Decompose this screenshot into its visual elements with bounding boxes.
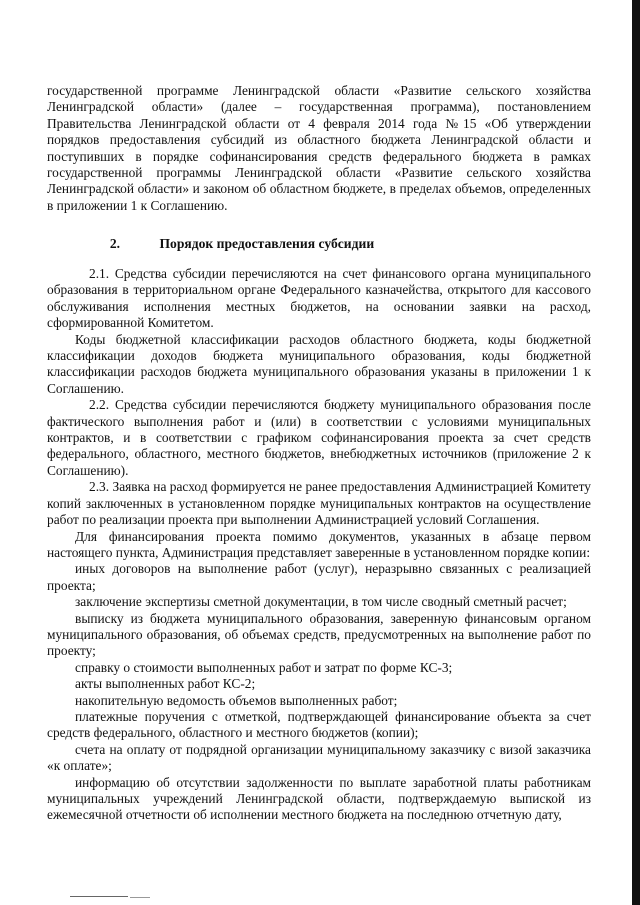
scan-mark-bottom-dots <box>130 897 150 898</box>
section-body <box>47 266 591 824</box>
list-item: накопительную ведомость объемов выполненных работ; <box>75 692 398 708</box>
list-item: платежные поручения с отметкой, подтверждающей финансирование объекта за счет средств федерального, областного и местного бюджетов (копии); <box>47 708 591 741</box>
paragraph-2-2: 2.2. Средства субсидии перечисляются бюджету муниципального образования после фактического выполнения работ и (или) в соответствии с условиями муниципальных контрактов, и в соответствии с графиком софинансирования проекта за счет средств федерального, областного, местного бюджетов, внебюджетных источников (приложение 2 к Соглашению). <box>47 397 591 478</box>
list-item: справку о стоимости выполненных работ и затрат по форме КС-3; <box>75 659 453 675</box>
intro-paragraph: государственной программе Ленинградской области «Развитие сельского хозяйства Ленинградской области» (далее – государственная программа), постановлением Правительства Ленинградской области от 4 февраля 2014 года №15 «Об утверждении порядков предоставления субсидий из областного бюджета Ленинградской области и поступивших в порядке софинансирования средств федерального бюджета в рамках государственной программы Ленинградской области «Развитие сельского хозяйства Ленинградской области» и законом об областном бюджете, в пределах объемов, определенных в приложении 1 к Соглашению. <box>47 83 591 213</box>
scan-edge-right <box>632 0 640 905</box>
list-item: информацию об отсутствии задолженности по выплате заработной платы работникам муниципальных учреждений Ленинградской области, подтверждаемую выпиской из ежемесячной отчетности об исполнении местного бюджета на последнюю отчетную дату, <box>47 774 591 823</box>
section-number: 2. <box>109 236 121 251</box>
list-item: счета на оплату от подрядной организации муниципальному заказчику с визой заказчика «к оплате»; <box>47 741 591 774</box>
list-item: акты выполненных работ КС-2; <box>75 676 256 692</box>
paragraph-2-1: 2.1. Средства субсидии перечисляются на счет финансового органа муниципального образования в территориальном органе Федерального казначейства, открытого для кассового обслуживания исполнения местных бюджетов, на основании заявки на расход, сформированной Комитетом. <box>47 266 591 331</box>
list-item: заключение экспертизы сметной документации, в том числе сводный сметный расчет; <box>75 594 567 610</box>
scan-mark-bottom <box>70 896 128 897</box>
paragraph-2-3: 2.3. Заявка на расход формируется не ранее предоставления Администрацией Комитету копий заключенных в установленном порядке муниципальных контрактов на осуществление работ по реализации проекта при выполнении Администрацией условий Соглашения. <box>47 479 591 528</box>
list-item: выписку из бюджета муниципального образования, заверенную финансовым органом муниципального образования, об объемах средств, предусмотренных на выполнение работ по проекту; <box>47 610 591 659</box>
intro-paragraph-block <box>47 83 591 214</box>
paragraph-financing-docs: Для финансирования проекта помимо документов, указанных в абзаце первом настоящего пункта, Администрация представляет заверенные в установленном порядке копии: <box>47 528 591 560</box>
paragraph-budget-codes: Коды бюджетной классификации расходов областного бюджета, коды бюджетной классификации доходов бюджета муниципального образования, коды бюджетной классификации расходов бюджета муниципального образования указаны в приложении 1 к Соглашению. <box>47 331 591 396</box>
section-heading <box>0 236 640 252</box>
section-title: Порядок предоставления субсидии <box>159 236 375 251</box>
list-item: иных договоров на выполнение работ (услуг), неразрывно связанных с реализацией проекта; <box>47 561 591 593</box>
